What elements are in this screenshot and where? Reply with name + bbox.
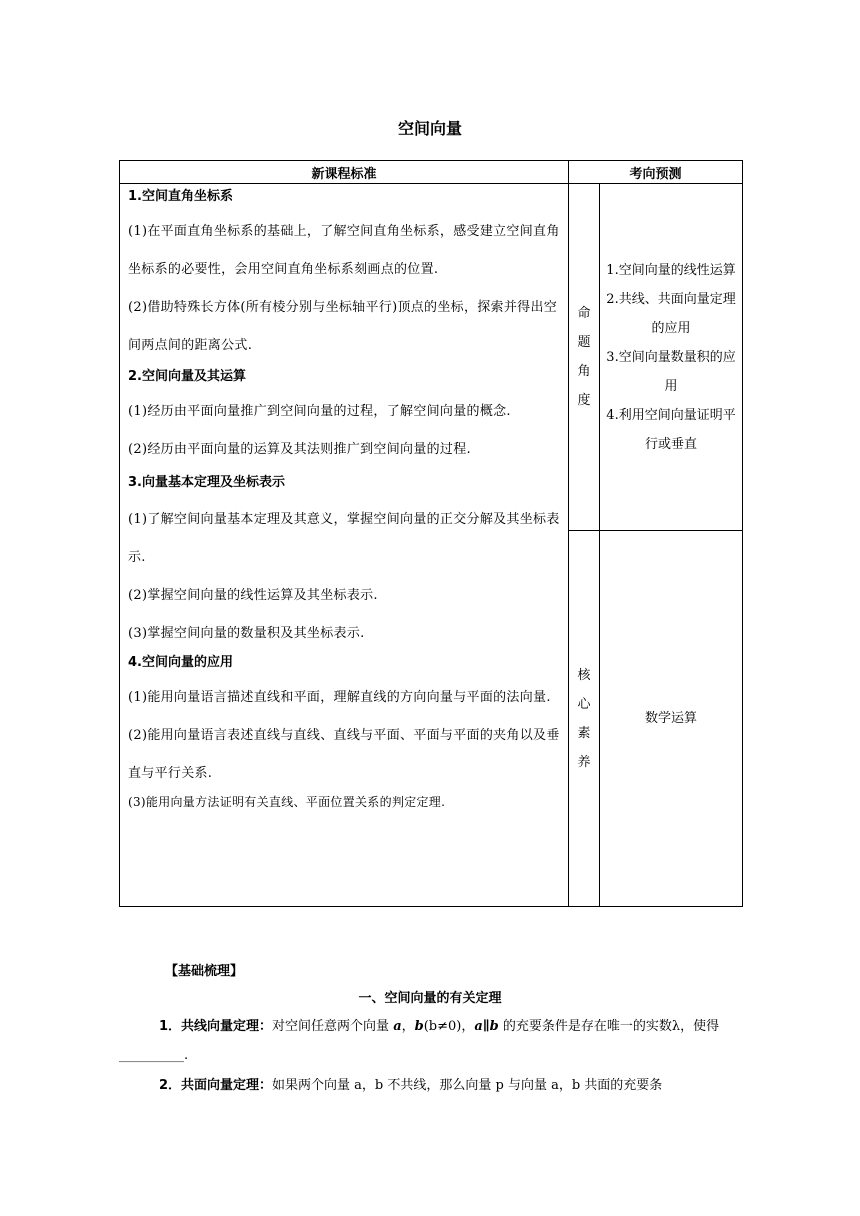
curriculum-table	[119, 160, 743, 907]
answer-blank: __________.	[119, 1048, 189, 1063]
angle-label: 命题角度	[569, 184, 600, 531]
section-heading: 一、空间向量的有关定理	[358, 991, 502, 1006]
vector-b: b	[414, 1019, 424, 1034]
standard-item: (2)掌握空间向量的线性运算及其坐标表示.	[128, 588, 378, 603]
section-heading-3: 3.向量基本定理及坐标表示	[128, 475, 285, 490]
standard-item: (1)在平面直角坐标系的基础上，了解空间直角坐标系，感受建立空间直角坐标系的必要性，会用空间直角坐标系刻画点的位置.	[128, 224, 560, 277]
theorem-2	[119, 1071, 742, 1100]
angle-item: 3.空间向量数量积的应用	[606, 349, 736, 394]
standard-cell	[120, 184, 569, 907]
header-standard: 新课程标准	[120, 161, 569, 184]
vector-a: a	[393, 1019, 402, 1034]
literacy-value: 数学运算	[600, 531, 743, 907]
theorem-1-cond: (b≠0)，	[423, 1019, 475, 1034]
theorem-2-text: 如果两个向量 a，b 不共线，那么向量 p 与向量 a，b 共面的充要条	[272, 1078, 663, 1093]
page-title: 空间向量	[397, 119, 462, 138]
standard-item: (2)经历由平面向量的运算及其法则推广到空间向量的过程.	[128, 442, 471, 457]
angle-item: 2.共线、共面向量定理的应用	[606, 291, 736, 336]
standard-item: (3)能用向量方法证明有关直线、平面位置关系的判定定理.	[128, 795, 446, 809]
standard-item: (1)了解空间向量基本定理及其意义，掌握空间向量的正交分解及其坐标表示.	[128, 512, 560, 565]
section-heading-4: 4.空间向量的应用	[128, 655, 233, 670]
section-heading-1: 1.空间直角坐标系	[128, 189, 233, 204]
standard-item: (1)能用向量语言描述直线和平面，理解直线的方向向量与平面的法向量.	[128, 690, 551, 705]
theorem-2-label: 2．共面向量定理：	[159, 1078, 273, 1093]
theorem-1-text-a: 对空间任意两个向量	[272, 1019, 394, 1034]
section-heading-2: 2.空间向量及其运算	[128, 369, 246, 384]
header-preview: 考向预测	[569, 161, 743, 184]
standard-item: (3)掌握空间向量的数量积及其坐标表示.	[128, 626, 365, 641]
standard-item: (2)借助特殊长方体(所有棱分别与坐标轴平行)顶点的坐标，探索并得出空间两点间的距离公式.	[128, 300, 558, 353]
angle-items-cell	[600, 184, 743, 531]
angle-item: 1.空间向量的线性运算	[606, 262, 736, 278]
basics-label: 【基础梳理】	[165, 964, 244, 979]
theorem-1	[119, 1012, 742, 1070]
theorem-1-text-b: 的充要条件是存在唯一的实数λ，使得	[498, 1019, 720, 1034]
theorem-1-label: 1．共线向量定理：	[159, 1019, 273, 1034]
literacy-label: 核心素养	[569, 531, 600, 907]
theorem-1-sep: ，	[401, 1019, 415, 1034]
parallel-relation: a∥b	[474, 1019, 499, 1034]
angle-item: 4.利用空间向量证明平行或垂直	[606, 407, 736, 452]
standard-item: (2)能用向量语言表述直线与直线、直线与平面、平面与平面的夹角以及垂直与平行关系.	[128, 728, 560, 781]
standard-item: (1)经历由平面向量推广到空间向量的过程，了解空间向量的概念.	[128, 404, 511, 419]
